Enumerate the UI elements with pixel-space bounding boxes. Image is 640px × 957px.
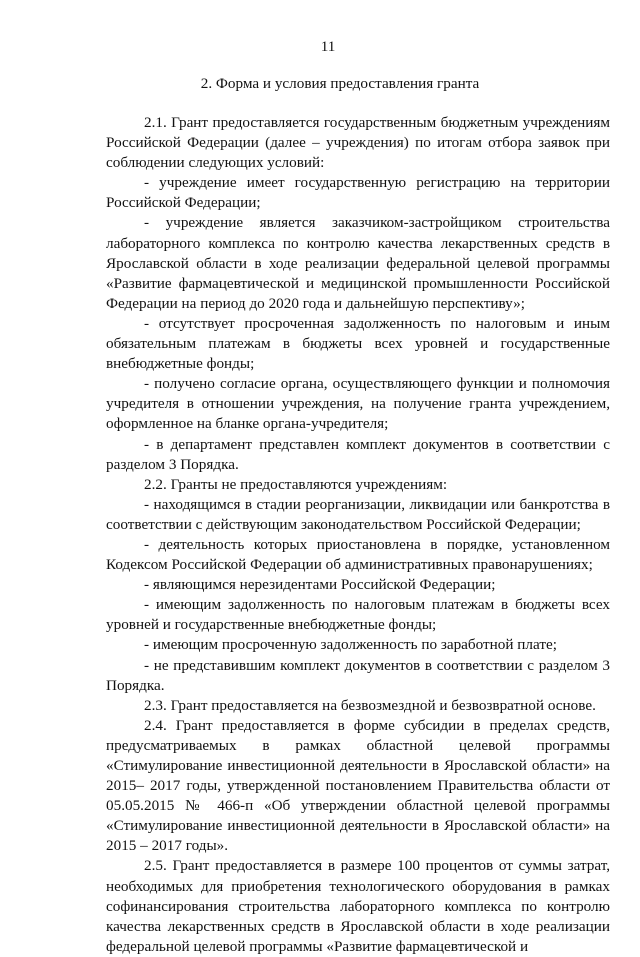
paragraph: 2.1. Грант предоставляется государственным бюджетным учреждениям Российской Федерации (далее – учреждения) по итогам отбора заявок при соблюдении следующих условий: <box>106 114 610 172</box>
paragraph: - в департамент представлен комплект документов в соответствии с разделом 3 Порядка. <box>106 435 610 473</box>
paragraph: - находящимся в стадии реорганизации, ликвидации или банкротства в соответствии с действующим законодательством Российской Федерации; <box>106 495 610 533</box>
paragraph: - имеющим просроченную задолженность по заработной плате; <box>144 636 557 654</box>
paragraph: - деятельность которых приостановлена в порядке, установленном Кодексом Российской Федерации об административных правонарушениях; <box>106 535 610 574</box>
document-body <box>106 113 610 957</box>
paragraph: 2.5. Грант предоставляется в размере 100 процентов от суммы затрат, необходимых для приобретения технологического оборудования в рамках софинансирования строительства лабораторного комплекса по контролю качества лекарственных средств в Ярославской области в ходе реализации федеральной целевой программы «Развитие фармацевтической и <box>106 857 610 955</box>
paragraph: - отсутствует просроченная задолженность по налоговым и иным обязательным платежам в бюджеты всех уровней и государственные внебюджетные фонды; <box>106 314 610 373</box>
paragraph: - получено согласие органа, осуществляющего функции и полномочия учредителя в отношении учреждения, на получение гранта учреждением, оформленное на бланке органа-учредителя; <box>106 375 610 433</box>
paragraph: 2.3. Грант предоставляется на безвозмездной и безвозвратной основе. <box>144 696 596 714</box>
section-title: 2. Форма и условия предоставления гранта <box>200 75 480 92</box>
paragraph: - не представившим комплект документов в соответствии с разделом 3 Порядка. <box>106 656 610 694</box>
paragraph: - имеющим задолженность по налоговым платежам в бюджеты всех уровней и государственные внебюджетные фонды; <box>106 596 610 634</box>
paragraph: 2.4. Грант предоставляется в форме субсидии в пределах средств, предусматриваемых в рамках областной целевой программы «Стимулирование инвестиционной деятельности в Ярославской области» на 2015– 2017 годы, утвержденной постановлением Правительства области от 05.05.2015 № 466-п «Об утверждении областной целевой программы «Стимулирование инвестиционной деятельности в Ярославской области» на 2015 – 2017 годы». <box>106 716 610 855</box>
paragraph: - учреждение имеет государственную регистрацию на территории Российской Федерации; <box>106 174 610 212</box>
paragraph: 2.2. Гранты не предоставляются учреждениям: <box>144 475 448 493</box>
page-number: 11 <box>320 38 336 55</box>
paragraph: - являющимся нерезидентами Российской Федерации; <box>144 576 496 594</box>
paragraph: - учреждение является заказчиком-застройщиком строительства лабораторного комплекса по контролю качества лекарственных средств в Ярославской области в ходе реализации федеральной целевой программы «Развитие фармацевтической и медицинской промышленности Российской Федерации на период до 2020 года и дальнейшую перспективу»; <box>106 214 610 312</box>
